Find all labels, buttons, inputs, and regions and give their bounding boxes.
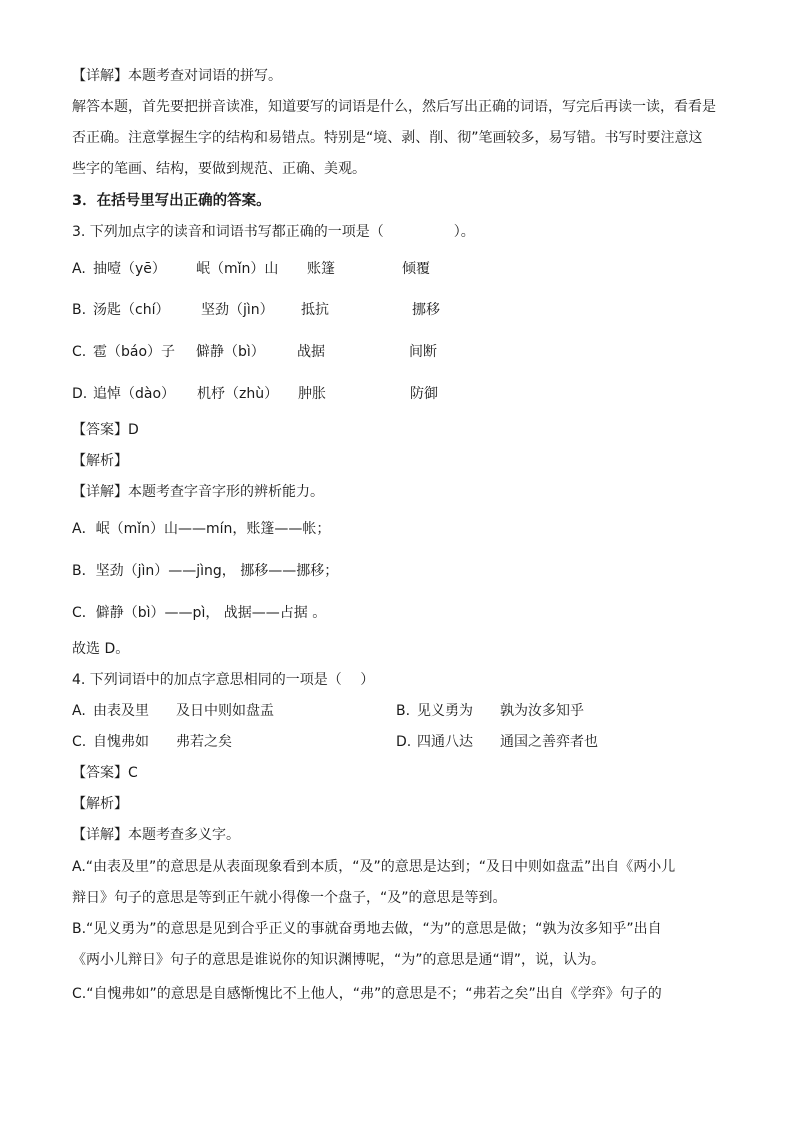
question-3-stem: 3. 下列加点字的读音和词语书写都正确的一项是（ ）。: [72, 224, 475, 240]
q3-answer: 【答案】D: [72, 422, 139, 438]
q4-explain-b-line1: B.“见义勇为”的意思是见到合乎正义的事就奋勇地去做，“为”的意思是做；“孰为汝多知乎”出自: [72, 921, 662, 937]
q4-explain-b-line2: 《两小儿辩日》句子的意思是谁说你的知识渊博呢，“为”的意思是通“谓”，说，认为。: [72, 952, 606, 968]
q4-detail: 【详解】本题考查多义字。: [72, 827, 240, 843]
section-heading: 3．在括号里写出正确的答案。: [72, 193, 271, 209]
option-word: 汤匙（chí）: [93, 302, 170, 318]
option-word: 见义勇为: [417, 703, 473, 719]
q3-explain-b: B．坚劲（jìn）——jìng， 挪移——挪移；: [72, 563, 339, 579]
option-word: 通国之善弈者也: [500, 734, 598, 750]
option-word: 防御: [410, 386, 438, 402]
option-word: 追悼（dào）: [93, 386, 176, 402]
q3-analysis-label: 【解析】: [72, 453, 128, 469]
option-word: 抽噎（yē）: [93, 261, 166, 277]
q4-analysis-label: 【解析】: [72, 796, 128, 812]
q4-explain-a-line1: A.“由表及里”的意思是从表面现象看到本质，“及”的意思是达到；“及日中则如盘盂”出自《两小儿: [72, 859, 676, 875]
option-label: B.: [72, 302, 87, 318]
option-word: 抵抗: [301, 302, 329, 318]
option-label: A.: [72, 703, 86, 719]
option-word: 僻静（bì）: [196, 344, 265, 360]
option-label: C.: [72, 344, 87, 360]
option-label: B.: [396, 703, 411, 719]
option-word: 战据: [297, 344, 325, 360]
option-label: C.: [72, 734, 87, 750]
option-word: 雹（báo）子: [93, 344, 176, 360]
option-word: 机杼（zhù）: [197, 386, 279, 402]
paragraph-line: 些字的笔画、结构，要做到规范、正确、美观。: [72, 161, 366, 177]
option-word: 坚劲（jìn）: [201, 302, 274, 318]
paragraph-line: 解答本题，首先要把拼音读准，知道要写的词语是什么，然后写出正确的词语，写完后再读一读，看看是: [72, 99, 716, 115]
detail-title-1: 【详解】本题考查对词语的拼写。: [72, 68, 282, 84]
option-word: 肿胀: [298, 386, 326, 402]
option-word: 及日中则如盘盂: [176, 703, 274, 719]
paragraph-line: 否正确。注意掌握生字的结构和易错点。特别是“境、剥、削、彻”笔画较多，易写错。书写时要注意这: [72, 130, 703, 146]
question-4-stem: 4. 下列词语中的加点字意思相同的一项是（ ）: [72, 672, 375, 688]
q4-answer: 【答案】C: [72, 765, 138, 781]
q3-choose: 故选 D。: [72, 641, 130, 657]
option-label: D.: [72, 386, 88, 402]
option-word: 岷（mǐn）山: [196, 261, 279, 277]
option-word: 弗若之矣: [176, 734, 232, 750]
option-word: 四通八达: [417, 734, 473, 750]
option-word: 倾覆: [402, 261, 430, 277]
option-word: 由表及里: [93, 703, 149, 719]
q3-explain-a: A．岷（mǐn）山——mín，账篷——帐；: [72, 521, 331, 537]
option-word: 自愧弗如: [93, 734, 149, 750]
option-word: 账篷: [307, 261, 335, 277]
option-label: A.: [72, 261, 86, 277]
q4-explain-a-line2: 辩日》句子的意思是等到正午就小得像一个盘子，“及”的意思是等到。: [72, 890, 507, 906]
option-word: 挪移: [412, 302, 440, 318]
option-word: 间断: [409, 344, 437, 360]
option-word: 孰为汝多知乎: [500, 703, 584, 719]
q4-explain-c-line1: C.“自愧弗如”的意思是自感惭愧比不上他人，“弗”的意思是不；“弗若之矣”出自《学弈》句子的: [72, 986, 662, 1002]
q3-detail: 【详解】本题考查字音字形的辨析能力。: [72, 484, 324, 500]
option-label: D.: [396, 734, 412, 750]
q3-explain-c: C．僻静（bì）——pì， 战据——占据 。: [72, 605, 327, 621]
